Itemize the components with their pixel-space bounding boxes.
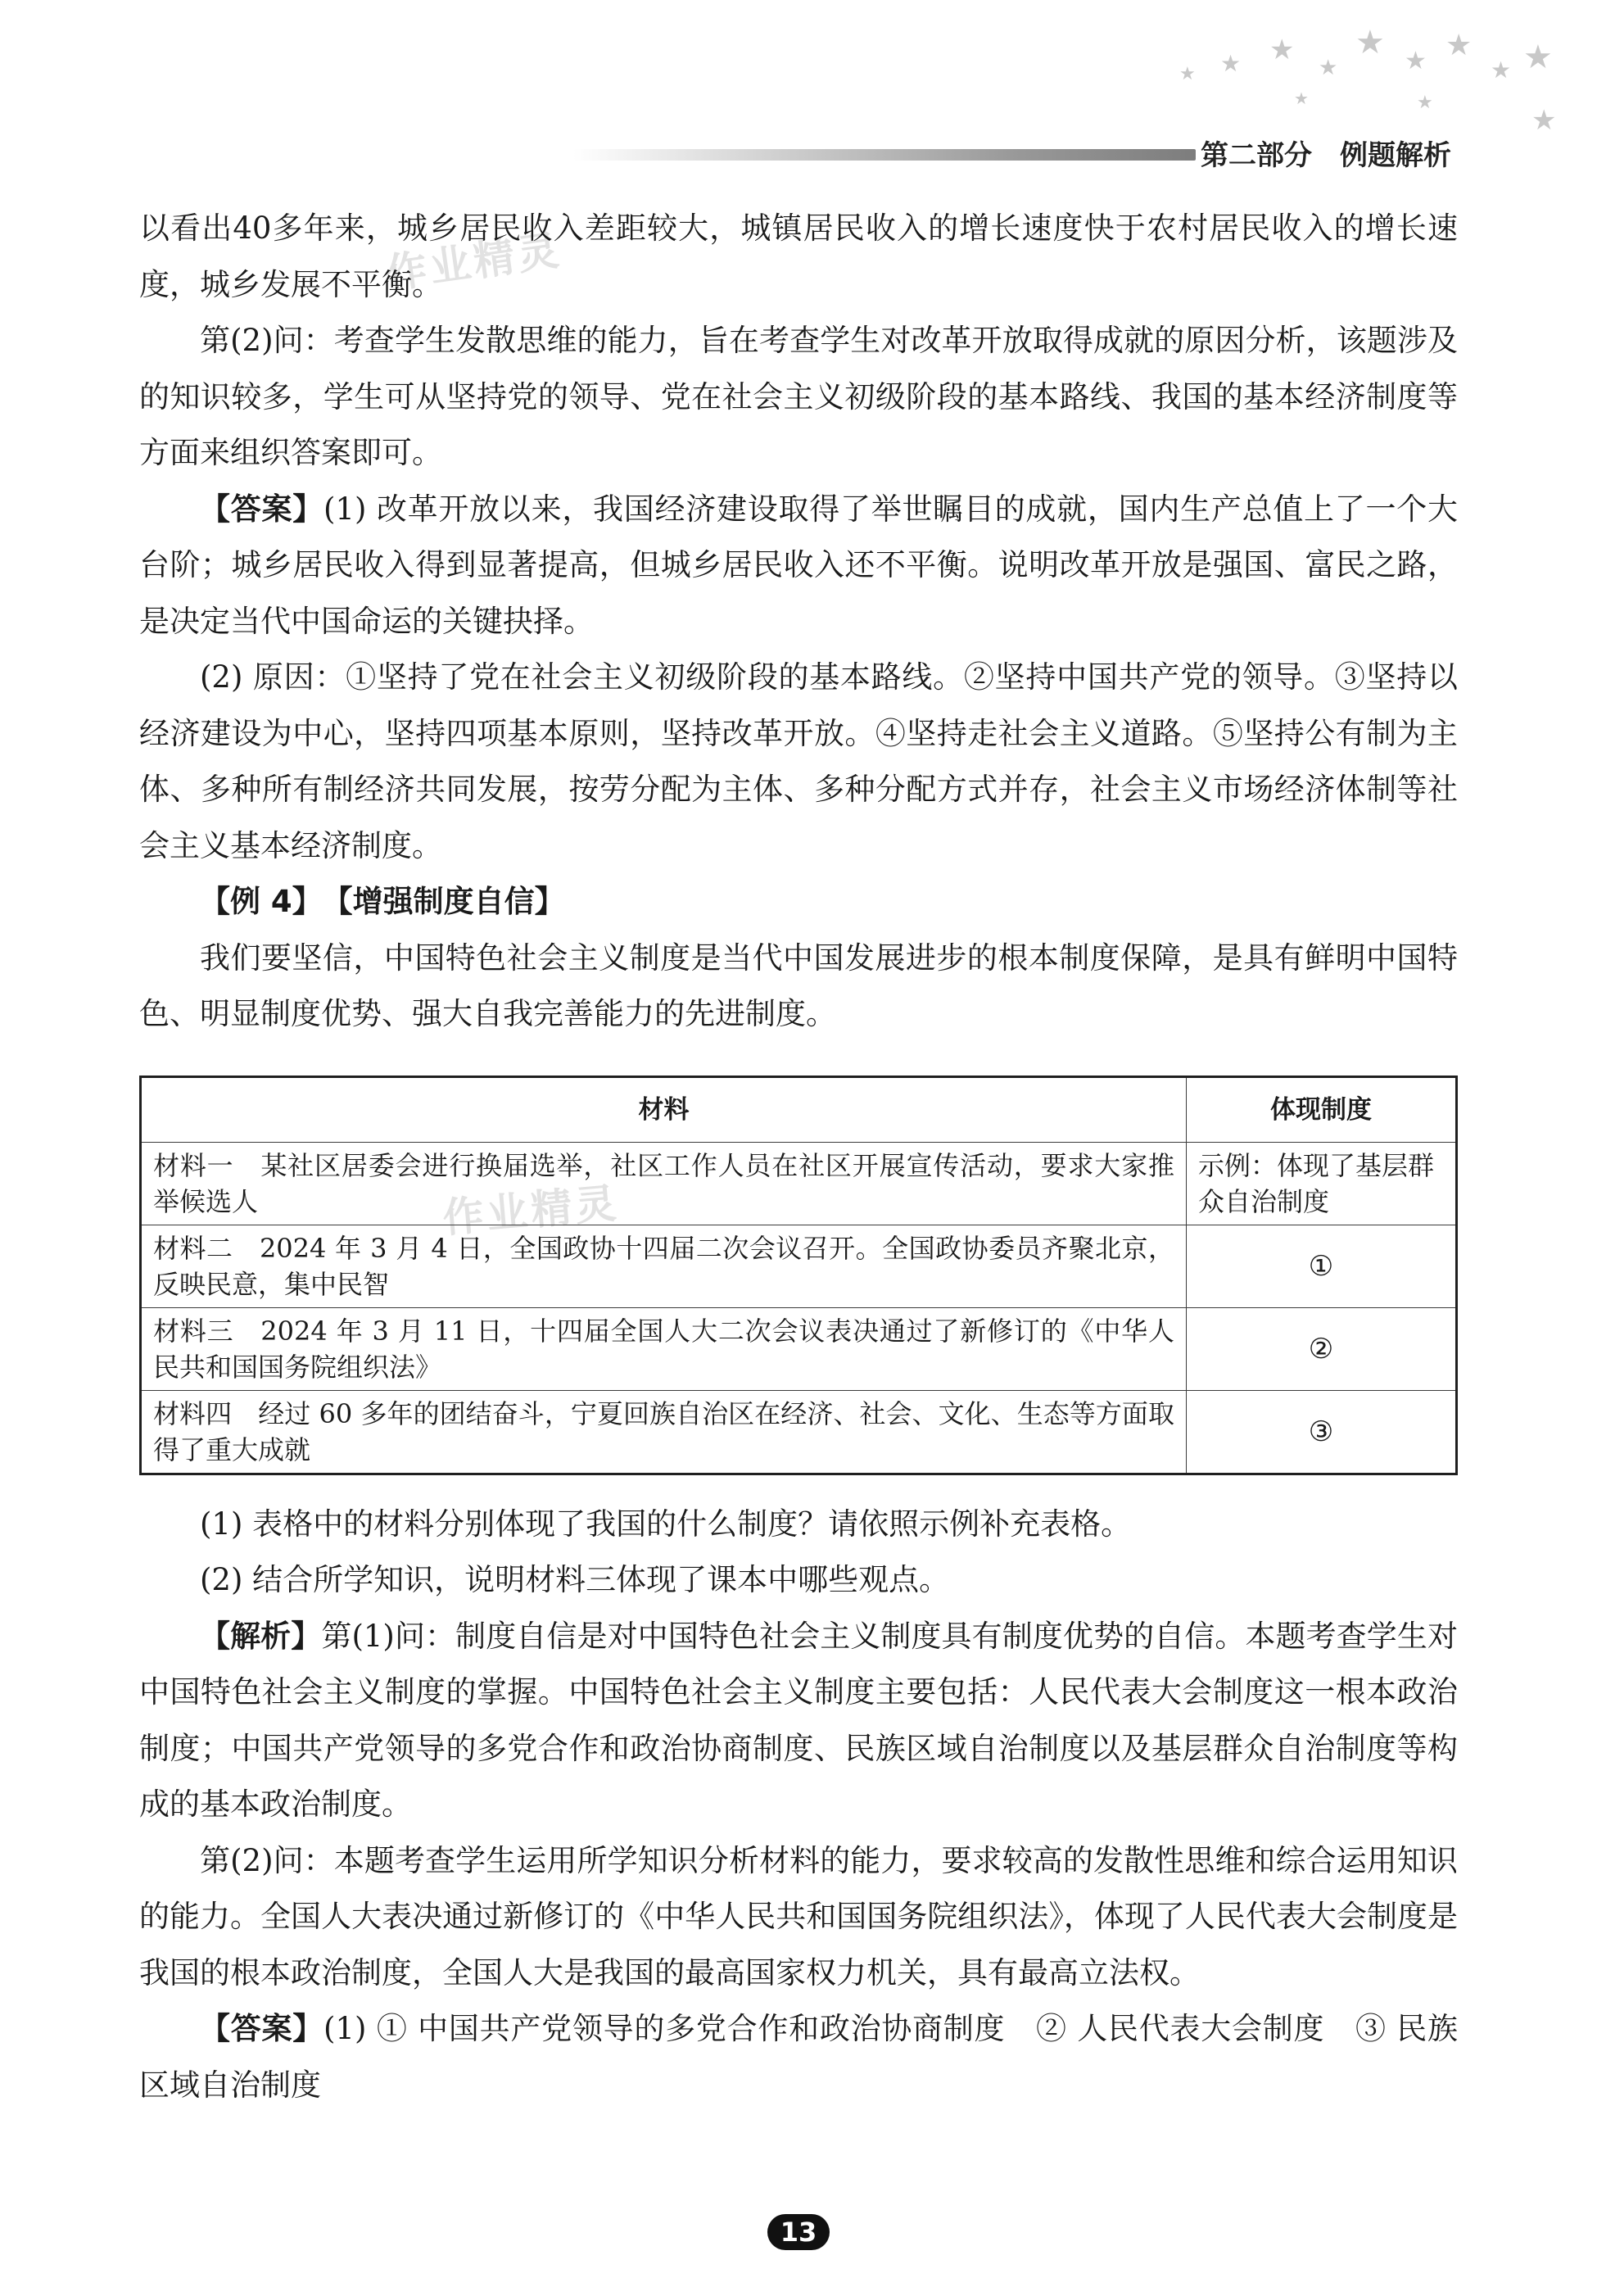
example-intro: 我们要坚信，中国特色社会主义制度是当代中国发展进步的根本制度保障，是具有鲜明中国特色、明显制度优势、强大自我完善能力的先进制度。 [139,940,1458,1031]
answer-label: 【答案】 [200,491,323,527]
header-bar [573,149,1196,161]
table-cell-material: 材料三 2024 年 3 月 11 日，十四届全国人大二次会议表决通过了新修订的《中华人民共和国国务院组织法》 [141,1307,1187,1390]
table-cell-system: ② [1187,1307,1457,1390]
table-cell-material: 材料四 经过 60 多年的团结奋斗，宁夏回族自治区在经济、社会、文化、生态等方面取得了重大成就 [141,1390,1187,1474]
page-number: 13 [767,2214,830,2250]
star-icon: ★ [1405,47,1427,75]
star-icon: ★ [1319,56,1338,80]
analysis-paragraph [139,1609,1458,1833]
table-cell-system: ① [1187,1225,1457,1307]
star-icon: ★ [1355,24,1385,61]
analysis-label: 【解析】 [200,1618,322,1654]
answer-paragraph [139,482,1458,650]
table-row [141,1390,1457,1474]
question: (2) 结合所学知识，说明材料三体现了课本中哪些观点。 [200,1562,950,1597]
analysis-paragraph: 第(2)问：本题考查学生运用所学知识分析材料的能力，要求较高的发散性思维和综合运用知识的能力。全国人大表决通过新修订的《中华人民共和国国务院组织法》，体现了人民代表大会制度是我国的根本政治制度，全国人大是我国的最高国家权力机关，具有最高立法权。 [139,1842,1458,1990]
answer-paragraph [139,2001,1458,2113]
star-icon: ★ [1220,50,1242,77]
star-icon: ★ [1417,93,1433,113]
star-icon: ★ [1445,29,1473,62]
section-title: 第二部分 例题解析 [1201,139,1451,172]
table-cell-material: 材料二 2024 年 3 月 4 日，全国政协十四届二次会议召开。全国政协委员齐聚北京，反映民意，集中民智 [141,1225,1187,1307]
table-header: 体现制度 [1187,1076,1457,1142]
material-table-wrapper [139,1076,1458,1475]
star-icon: ★ [1531,104,1557,137]
example-label: 【例 4】 [200,884,308,919]
question: (1) 表格中的材料分别体现了我国的什么制度？请依照示例补充表格。 [200,1506,1132,1542]
material-table [139,1076,1458,1475]
table-cell-system: ③ [1187,1390,1457,1474]
watermark: 作业精灵 [382,226,565,298]
star-icon: ★ [1179,64,1196,84]
table-header: 材料 [141,1076,1187,1142]
answer-label: 【答案】 [200,2011,323,2046]
page-content [139,201,1458,2113]
example-heading [139,874,1458,931]
answer-text: (1) 改革开放以来，我国经济建设取得了举世瞩目的成就，国内生产总值上了一个大台阶；城乡居民收入得到显著提高，但城乡居民收入还不平衡。说明改革开放是强国、富民之路，是决定当代中国命运的关键抉择。 [139,491,1459,639]
paragraph: 第(2)问：考查学生发散思维的能力，旨在考查学生对改革开放取得成就的原因分析，该题涉及的知识较多，学生可从坚持党的领导、党在社会主义初级阶段的基本路线、我国的基本经济制度等方面来组织答案即可。 [139,323,1458,470]
star-icon: ★ [1523,38,1553,76]
watermark: 作业精灵 [441,1179,622,1243]
table-header-row [141,1076,1457,1142]
example-topic: 【增强制度自信】 [337,884,565,919]
answer-paragraph: (2) 原因：①坚持了党在社会主义初级阶段的基本路线。②坚持中国共产党的领导。③坚持以经济建设为中心，坚持四项基本原则，坚持改革开放。④坚持走社会主义道路。⑤坚持公有制为主体、多种所有制经济共同发展，按劳分配为主体、多种分配方式并存，社会主义市场经济体制等社会主义基本经济制度。 [139,659,1458,863]
star-icon: ★ [1491,57,1512,84]
star-icon: ★ [1269,34,1295,66]
table-row [141,1142,1457,1225]
table-cell-material: 材料一 某社区居委会进行换届选举，社区工作人员在社区开展宣传活动，要求大家推举候选人 [141,1142,1187,1225]
table-row [141,1307,1457,1390]
star-icon: ★ [1294,88,1309,108]
answer-text: (1) ① 中国共产党领导的多党合作和政治协商制度 ② 人民代表大会制度 ③ 民族区域自治制度 [139,2011,1458,2103]
table-row [141,1225,1457,1307]
paragraph: 以看出40多年来，城乡居民收入差距较大，城镇居民收入的增长速度快于农村居民收入的增长速度，城乡发展不平衡。 [139,211,1458,302]
page-header [573,125,1451,177]
analysis-text: 第(1)问：制度自信是对中国特色社会主义制度具有制度优势的自信。本题考查学生对中国特色社会主义制度的掌握。中国特色社会主义制度主要包括：人民代表大会制度这一根本政治制度；中国共产党领导的多党合作和政治协商制度、民族区域自治制度以及基层群众自治制度等构成的基本政治制度。 [139,1618,1458,1822]
table-cell-system: 示例：体现了基层群众自治制度 [1187,1142,1457,1225]
